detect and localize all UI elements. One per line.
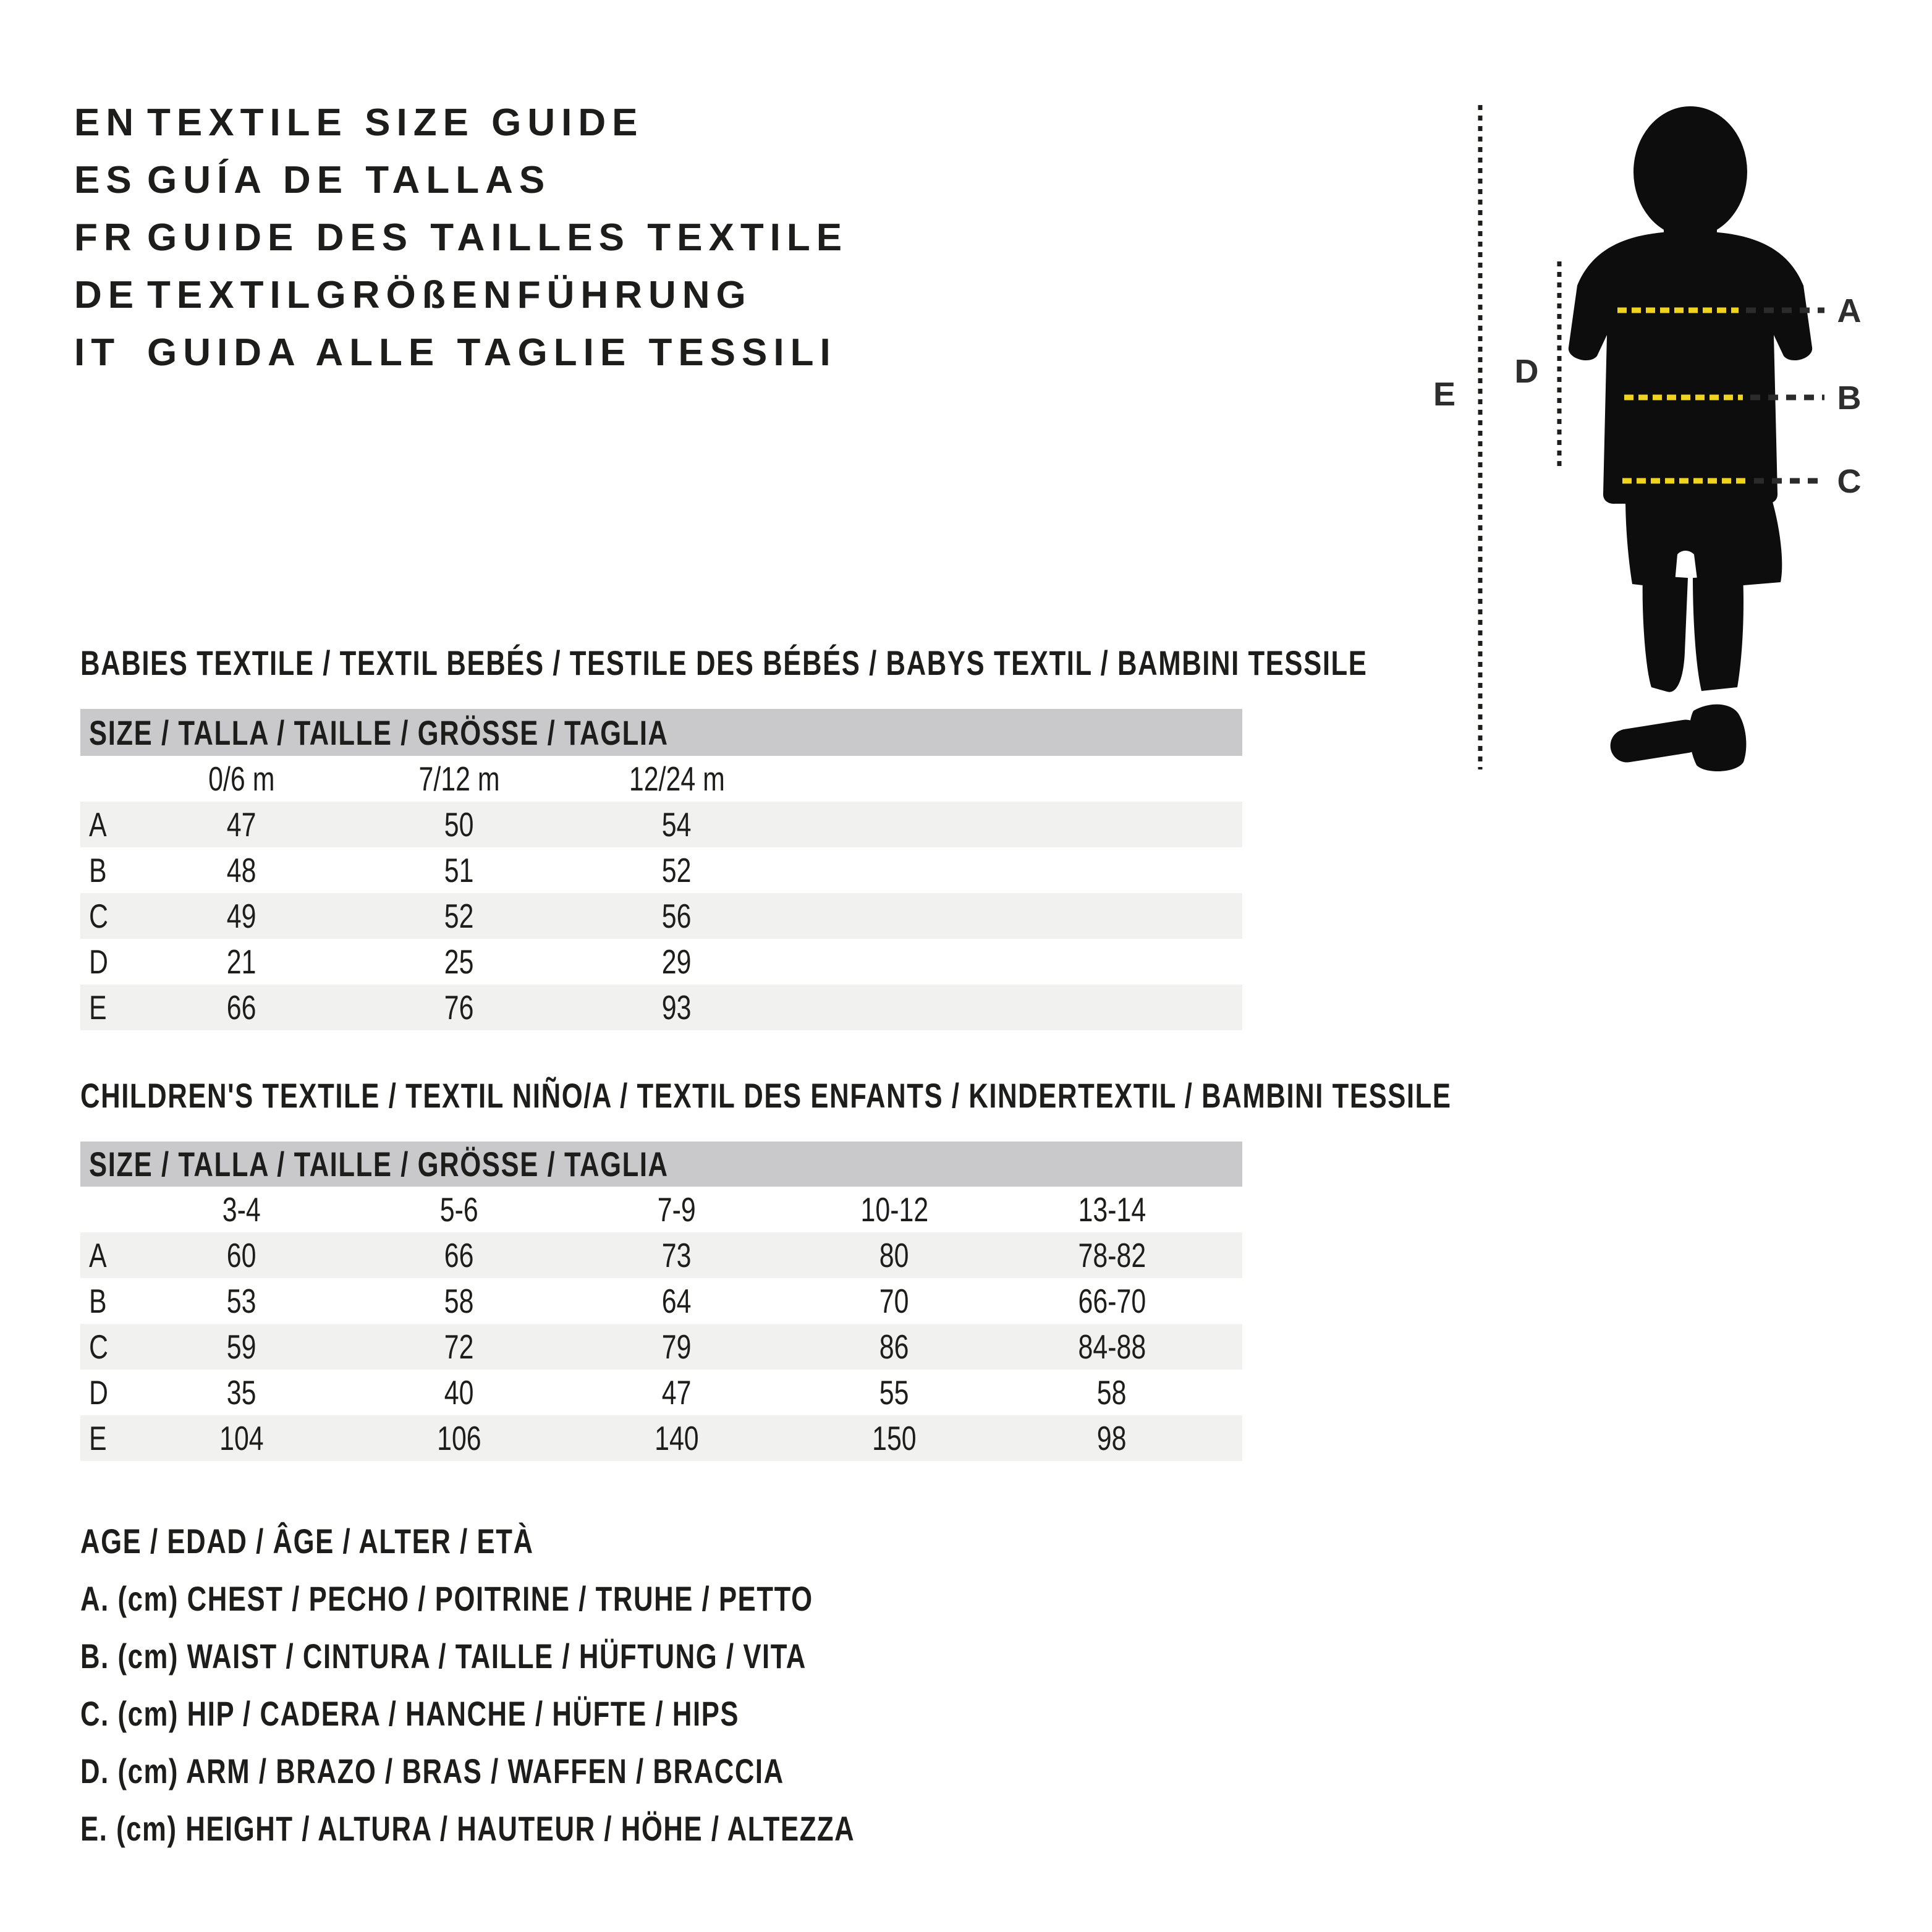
language-code-en: EN (74, 101, 140, 144)
silhouette-right-shoe (1689, 705, 1746, 771)
table-cell: 48 (227, 851, 256, 889)
language-title-list (74, 94, 848, 381)
row-label: C (89, 1328, 108, 1366)
table-cell: 86 (879, 1328, 909, 1366)
table-cell: 58 (444, 1282, 474, 1320)
row-label: B (89, 851, 107, 889)
babies-section-title (80, 643, 1731, 683)
measurement-legend (80, 1512, 1074, 1857)
babies-column-header (350, 759, 568, 799)
legend-line-chest: A. (cm) CHEST / PECHO / POITRINE / TRUHE / PETTO (80, 1579, 813, 1618)
children-section-title-text: CHILDREN'S TEXTILE / TEXTIL NIÑO/A / TEXTIL DES ENFANTS / KINDERTEXTIL / BAMBINI TESSILE (80, 1076, 1452, 1115)
table-cell: 93 (662, 988, 692, 1027)
children-column-2: 7-9 (657, 1190, 697, 1229)
table-cell: 51 (444, 851, 474, 889)
table-cell: 72 (444, 1328, 474, 1366)
table-cell: 104 (219, 1419, 264, 1457)
babies-size-table (80, 756, 1242, 1030)
legend-line-hip: C. (cm) HIP / CADERA / HANCHE / HÜFTE / HIPS (80, 1694, 740, 1733)
table-cell: 54 (662, 805, 692, 844)
table-cell: 98 (1097, 1419, 1127, 1457)
babies-column-0: 0/6 m (208, 760, 275, 798)
language-code-es: ES (74, 159, 138, 201)
table-cell: 106 (437, 1419, 481, 1457)
children-column-1: 5-6 (439, 1190, 479, 1229)
table-row (80, 1324, 1242, 1370)
table-row (80, 1415, 1242, 1461)
table-cell: 47 (227, 805, 256, 844)
babies-size-header-text: SIZE / TALLA / TAILLE / GRÖSSE / TAGLIA (89, 713, 669, 752)
table-cell: 66 (227, 988, 256, 1027)
table-row (80, 939, 1242, 985)
table-cell: 25 (444, 943, 474, 981)
children-column-4: 13-14 (1078, 1190, 1146, 1229)
table-cell: 78-82 (1078, 1236, 1146, 1274)
table-cell: 29 (662, 943, 692, 981)
table-cell: 59 (227, 1328, 256, 1366)
language-title-es: GUÍA DE TALLAS (147, 159, 551, 201)
children-column-3: 10-12 (860, 1190, 928, 1229)
row-label: E (89, 988, 107, 1027)
silhouette-tshirt (1569, 231, 1812, 504)
row-label: A (89, 1236, 107, 1274)
table-cell: 50 (444, 805, 474, 844)
language-title-fr: GUIDE DES TAILLES TEXTILE (147, 216, 849, 259)
table-cell: 66 (444, 1236, 474, 1274)
language-code-fr: FR (74, 216, 138, 259)
legend-line-age: AGE / EDAD / ÂGE / ALTER / ETÀ (80, 1522, 534, 1561)
row-label: E (89, 1419, 107, 1457)
hip-measure-label: C (1837, 463, 1862, 500)
children-column-header (133, 1190, 350, 1229)
row-label: C (89, 897, 108, 935)
language-code-de: DE (74, 274, 140, 316)
legend-line-arm: D. (cm) ARM / BRAZO / BRAS / WAFFEN / BRACCIA (80, 1752, 784, 1790)
children-section-title (80, 1075, 1838, 1116)
children-column-header (1003, 1190, 1221, 1229)
children-column-header (350, 1190, 568, 1229)
babies-section-title-text: BABIES TEXTILE / TEXTIL BEBÉS / TESTILE DES BÉBÉS / BABYS TEXTIL / BAMBINI TESSILE (80, 643, 1368, 682)
height-measure-label: E (1433, 376, 1456, 413)
table-cell: 47 (662, 1373, 692, 1412)
table-row (80, 1278, 1242, 1324)
table-cell: 80 (879, 1236, 909, 1274)
table-cell: 150 (872, 1419, 917, 1457)
babies-column-2: 12/24 m (629, 760, 725, 798)
babies-size-header-band (80, 709, 1242, 756)
language-row-es (74, 151, 848, 209)
table-cell: 56 (662, 897, 692, 935)
arm-measure-label: D (1514, 353, 1539, 390)
language-row-fr (74, 209, 848, 266)
children-column-0: 3-4 (222, 1190, 261, 1229)
row-label: B (89, 1282, 107, 1320)
table-row (80, 1232, 1242, 1278)
babies-column-header (568, 759, 786, 799)
children-size-table (80, 1187, 1242, 1461)
waist-measure-label: B (1837, 379, 1862, 417)
language-row-en (74, 94, 848, 151)
table-cell: 84-88 (1078, 1328, 1146, 1366)
language-title-en: TEXTILE SIZE GUIDE (147, 101, 644, 144)
table-cell: 76 (444, 988, 474, 1027)
children-size-header-band (80, 1142, 1242, 1187)
table-row (80, 847, 1242, 893)
table-cell: 21 (227, 943, 256, 981)
language-code-it: IT (74, 331, 121, 374)
row-label: D (89, 1373, 108, 1412)
table-cell: 73 (662, 1236, 692, 1274)
table-cell: 53 (227, 1282, 256, 1320)
table-cell: 79 (662, 1328, 692, 1366)
language-row-de (74, 266, 848, 324)
table-row (80, 985, 1242, 1030)
table-cell: 40 (444, 1373, 474, 1412)
silhouette-shorts (1625, 493, 1782, 589)
children-column-header-row (80, 1187, 1242, 1232)
babies-column-header (133, 759, 350, 799)
language-title-de: TEXTILGRÖßENFÜHRUNG (147, 274, 752, 316)
babies-column-1: 7/12 m (418, 760, 500, 798)
table-row (80, 1370, 1242, 1415)
language-row-it (74, 324, 848, 381)
table-cell: 55 (879, 1373, 909, 1412)
legend-line-waist: B. (cm) WAIST / CINTURA / TAILLE / HÜFTUNG / VITA (80, 1637, 807, 1676)
table-row (80, 893, 1242, 939)
table-cell: 58 (1097, 1373, 1127, 1412)
chest-measure-label: A (1837, 292, 1862, 329)
table-cell: 70 (879, 1282, 909, 1320)
table-cell: 35 (227, 1373, 256, 1412)
children-column-header (568, 1190, 786, 1229)
table-cell: 60 (227, 1236, 256, 1274)
table-row (80, 802, 1242, 847)
children-size-header-text: SIZE / TALLA / TAILLE / GRÖSSE / TAGLIA (89, 1145, 669, 1184)
table-cell: 52 (444, 897, 474, 935)
children-column-header (786, 1190, 1003, 1229)
table-cell: 66-70 (1078, 1282, 1146, 1320)
table-cell: 140 (655, 1419, 699, 1457)
language-title-it: GUIDA ALLE TAGLIE TESSILI (147, 331, 837, 374)
table-cell: 64 (662, 1282, 692, 1320)
row-label: A (89, 805, 107, 844)
table-cell: 49 (227, 897, 256, 935)
legend-line-height: E. (cm) HEIGHT / ALTURA / HAUTEUR / HÖHE / ALTEZZA (80, 1809, 855, 1848)
table-cell: 52 (662, 851, 692, 889)
babies-column-header-row (80, 756, 1242, 802)
row-label: D (89, 943, 108, 981)
